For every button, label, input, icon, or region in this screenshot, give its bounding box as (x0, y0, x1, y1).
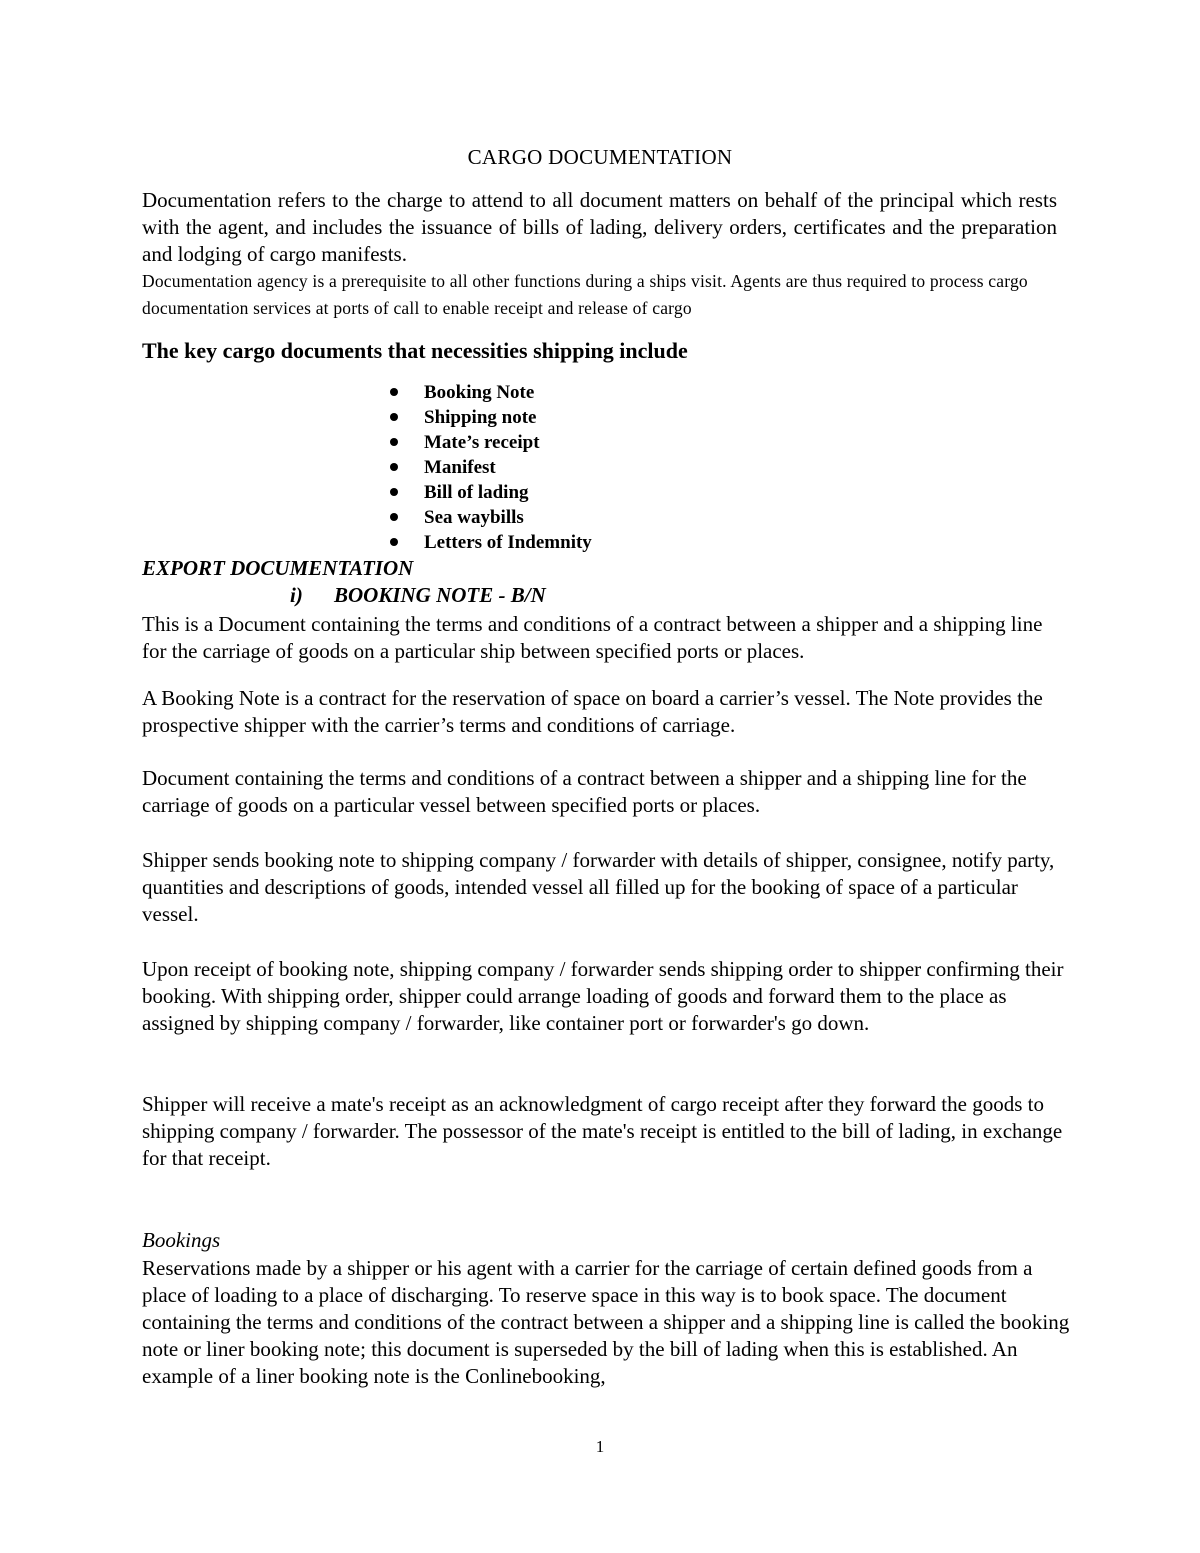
list-item (390, 455, 592, 480)
list-item (390, 380, 592, 405)
paragraph-contract: A Booking Note is a contract for the reservation of space on board a carrier’s vessel. The Note provides the prospective shipper with the carrier’s terms and conditions of carriage. (142, 686, 1043, 737)
bookings-heading: Bookings (142, 1228, 221, 1252)
list-item-label: Booking Note (424, 382, 535, 403)
bullet-icon (390, 513, 398, 521)
page-number: 1 (595, 1437, 605, 1456)
key-documents-heading: The key cargo documents that necessities shipping include (142, 338, 688, 363)
booking-note-number: i) (290, 583, 303, 607)
bullet-icon (390, 438, 398, 446)
booking-note-heading (290, 583, 546, 608)
list-item-label: Bill of lading (424, 482, 529, 503)
paragraph-mates-receipt: Shipper will receive a mate's receipt as an acknowledgment of cargo receipt after they forward the goods to shipping company / forwarder. The possessor of the mate's receipt is entitled to the bill of lading, in exchange for that receipt. (142, 1092, 1063, 1170)
list-item (390, 430, 592, 455)
paragraph-shipper-sends: Shipper sends booking note to shipping company / forwarder with details of shipper, consignee, notify party, quantities and descriptions of goods, intended vessel all filled up for the booking of space of a particular vessel. (142, 848, 1055, 926)
bullet-icon (390, 488, 398, 496)
export-documentation-heading: EXPORT DOCUMENTATION (142, 556, 414, 580)
paragraph-terms: Document containing the terms and conditions of a contract between a shipper and a shipping line for the carriage of goods on a particular vessel between specified ports or places. (142, 766, 1027, 817)
list-item-label: Mate’s receipt (424, 432, 540, 453)
list-item-label: Shipping note (424, 407, 537, 428)
paragraph-definition: This is a Document containing the terms and conditions of a contract between a shipper and a shipping line for the carriage of goods on a particular ship between specified ports or places. (142, 612, 1043, 663)
agency-paragraph: Documentation agency is a prerequisite to all other functions during a ships visit. Agents are thus required to process cargo documentation services at ports of call to enable receipt and release of cargo (142, 271, 1028, 318)
list-item (390, 405, 592, 430)
list-item (390, 480, 592, 505)
list-item-label: Sea waybills (424, 507, 524, 528)
bookings-paragraph: Reservations made by a shipper or his agent with a carrier for the carriage of certain defined goods from a place of loading to a place of discharging. To reserve space in this way is to book space. The document containing the terms and conditions of the contract between a shipper and a shipping line is called the booking note or liner booking note; this document is superseded by the bill of lading when this is established. An example of a liner booking note is the Conlinebooking, (142, 1256, 1070, 1388)
bullet-icon (390, 413, 398, 421)
booking-note-title: BOOKING NOTE - B/N (334, 583, 546, 607)
list-item (390, 530, 592, 555)
key-documents-list (390, 380, 592, 555)
bullet-icon (390, 538, 398, 546)
document-title: CARGO DOCUMENTATION (467, 145, 733, 169)
list-item-label: Letters of Indemnity (424, 532, 592, 553)
bullet-icon (390, 388, 398, 396)
list-item-label: Manifest (424, 457, 496, 478)
paragraph-upon-receipt: Upon receipt of booking note, shipping company / forwarder sends shipping order to shipper confirming their booking. With shipping order, shipper could arrange loading of goods and forward them to the place as assigned by shipping company / forwarder, like container port or forwarder's go down. (142, 957, 1064, 1035)
bullet-icon (390, 463, 398, 471)
list-item (390, 505, 592, 530)
intro-paragraph: Documentation refers to the charge to attend to all document matters on behalf of the principal which rests with the agent, and includes the issuance of bills of lading, delivery orders, certificates and the preparation and lodging of cargo manifests. (142, 188, 1057, 266)
